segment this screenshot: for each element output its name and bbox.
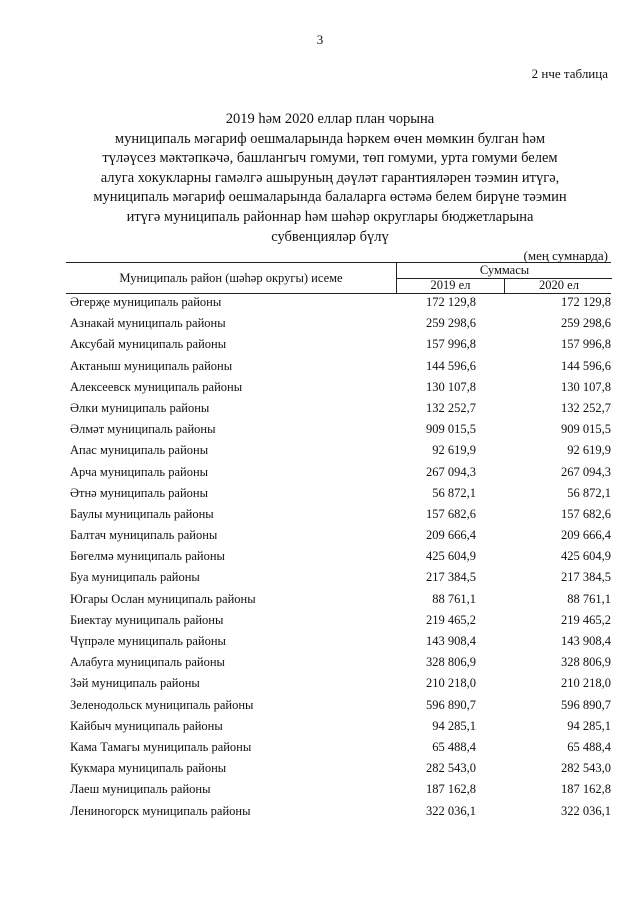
row-name-cell: Әтнә муниципаль районы [70,485,209,500]
header-year-2020: 2020 ел [504,278,613,293]
row-value-2019: 259 298,6 [426,316,476,331]
row-name-cell: Балтач муниципаль районы [70,528,218,543]
row-value-2019: 94 285,1 [432,718,476,733]
row-value-2020: 130 107,8 [561,379,611,394]
table-row [66,675,611,696]
row-name-cell: Биектау муниципаль районы [70,612,224,627]
row-value-2020: 217 384,5 [561,570,611,585]
table-row [66,506,611,527]
title-line: алуга хокукларны гамәлгә ашыруның дәүләт гарантияләрен тәэмин итүгә, [100,169,560,186]
row-name-cell: Әгерҗе муниципаль районы [70,295,222,309]
table-row [66,654,611,675]
row-value-2020: 282 543,0 [561,761,611,776]
table-row [66,591,611,612]
row-value-2020: 56 872,1 [567,485,611,500]
row-name-cell: Буа муниципаль районы [70,570,200,585]
table-row [66,336,611,357]
row-value-2020: 259 298,6 [561,316,611,331]
table-header [66,262,611,294]
row-value-2019: 328 806,9 [426,655,476,670]
row-value-2020: 143 908,4 [561,634,611,648]
row-value-2019: 143 908,4 [426,634,476,648]
table-row [66,760,611,781]
row-value-2019: 132 252,7 [426,400,476,415]
row-value-2020: 92 619,9 [567,443,611,458]
row-value-2019: 209 666,4 [426,528,476,543]
row-value-2019: 219 465,2 [426,612,476,627]
row-value-2020: 210 218,0 [561,676,611,691]
table-row [66,464,611,485]
title-line: 2019 һәм 2020 еллар план чорына [225,111,435,127]
table-row [66,527,611,548]
row-value-2020: 596 890,7 [561,697,611,712]
row-value-2020: 328 806,9 [561,655,611,670]
row-name-cell: Баулы муниципаль районы [70,506,214,521]
row-value-2019: 267 094,3 [426,464,476,479]
row-value-2020: 88 761,1 [567,591,611,606]
row-name-cell: Чүпрәле муниципаль районы [70,634,226,648]
table-label: 2 нче таблица [531,66,608,81]
row-name-cell: Әлки муниципаль районы [70,400,210,415]
row-value-2019: 282 543,0 [426,761,476,776]
row-name-cell: Әлмәт муниципаль районы [70,422,216,437]
title-line: түләүсез мәктәпкәчә, башлангыч гомуми, төп гомуми, урта гомуми белем [102,150,558,167]
table-row [66,781,611,802]
row-value-2020: 909 015,5 [561,422,611,437]
row-value-2019: 210 218,0 [426,676,476,691]
table-row [66,442,611,463]
row-value-2020: 157 996,8 [561,337,611,352]
table-row [66,421,611,442]
page-number: 3 [316,32,324,47]
table-row [66,718,611,739]
row-value-2019: 157 682,6 [426,506,476,521]
row-value-2019: 144 596,6 [426,358,476,373]
row-value-2020: 65 488,4 [567,739,611,754]
table-row [66,612,611,633]
row-value-2020: 322 036,1 [561,803,611,818]
table-row [66,548,611,569]
row-value-2019: 172 129,8 [426,295,476,309]
row-value-2019: 425 604,9 [426,549,476,564]
title-line: муниципаль мәгариф оешмаларында балаларга өстәмә белем бирүне тәэмин [93,189,567,206]
row-value-2020: 157 682,6 [561,506,611,521]
row-value-2020: 267 094,3 [561,464,611,479]
row-name-cell: Алабуга муниципаль районы [70,655,225,670]
row-value-2020: 172 129,8 [561,295,611,309]
row-value-2020: 219 465,2 [561,612,611,627]
row-name-cell: Актаныш муниципаль районы [70,358,233,373]
row-name-cell: Зәй муниципаль районы [70,676,200,691]
row-name-cell: Кайбыч муниципаль районы [70,718,223,733]
row-name-cell: Зеленодольск муниципаль районы [70,697,254,712]
row-value-2019: 217 384,5 [426,570,476,585]
row-value-2019: 157 996,8 [426,337,476,352]
row-name-cell: Бөгелмә муниципаль районы [70,549,225,564]
table-row [66,485,611,506]
header-year-2019: 2019 ел [430,278,471,292]
units-note: (мең сумнарда) [523,248,608,263]
table-body [66,294,611,824]
row-name-cell: Апас муниципаль районы [70,443,209,458]
row-value-2019: 88 761,1 [432,591,476,606]
row-name-cell: Аксубай муниципаль районы [70,337,227,352]
row-value-2019: 322 036,1 [426,803,476,818]
row-value-2019: 909 015,5 [426,422,476,437]
table-row [66,803,611,824]
table-row [66,315,611,336]
title-line: субвенцияләр бүлү [271,228,389,245]
row-value-2019: 65 488,4 [432,739,476,754]
row-value-2019: 596 890,7 [426,697,476,712]
row-value-2020: 425 604,9 [561,549,611,564]
table-row [66,633,611,654]
row-name-cell: Алексеевск муниципаль районы [70,379,243,394]
header-name-cell: Муниципаль район (шәһәр округы) исеме [119,270,343,285]
row-value-2019: 130 107,8 [426,379,476,394]
row-value-2019: 56 872,1 [432,485,476,500]
table-row [66,379,611,400]
row-name-cell: Арча муниципаль районы [70,464,209,479]
table-row [66,569,611,590]
table-row [66,294,611,315]
table-row [66,400,611,421]
row-value-2020: 132 252,7 [561,400,611,415]
row-value-2020: 209 666,4 [561,528,611,543]
header-sum-cell: Суммасы [397,263,612,279]
row-name-cell: Кукмара муниципаль районы [70,761,227,776]
document-title [60,110,600,247]
table-row [66,697,611,718]
row-name-cell: Лаеш муниципаль районы [70,782,211,797]
row-value-2019: 187 162,8 [426,782,476,797]
table-row [66,358,611,379]
row-value-2019: 92 619,9 [432,443,476,458]
row-name-cell: Лениногорск муниципаль районы [70,803,251,818]
row-value-2020: 94 285,1 [567,718,611,733]
title-line: итүгә муниципаль районнар һәм шәһәр округлары бюджетларына [126,208,534,225]
row-name-cell: Азнакай муниципаль районы [70,316,226,331]
header-sum-group [396,263,612,293]
row-value-2020: 144 596,6 [561,358,611,373]
table-row [66,739,611,760]
title-line: муниципаль мәгариф оешмаларында һәркем өчен мөмкин булган һәм [114,130,546,147]
row-name-cell: Кама Тамагы муниципаль районы [70,739,252,754]
row-name-cell: Югары Ослан муниципаль районы [70,591,256,606]
row-value-2020: 187 162,8 [561,782,611,797]
